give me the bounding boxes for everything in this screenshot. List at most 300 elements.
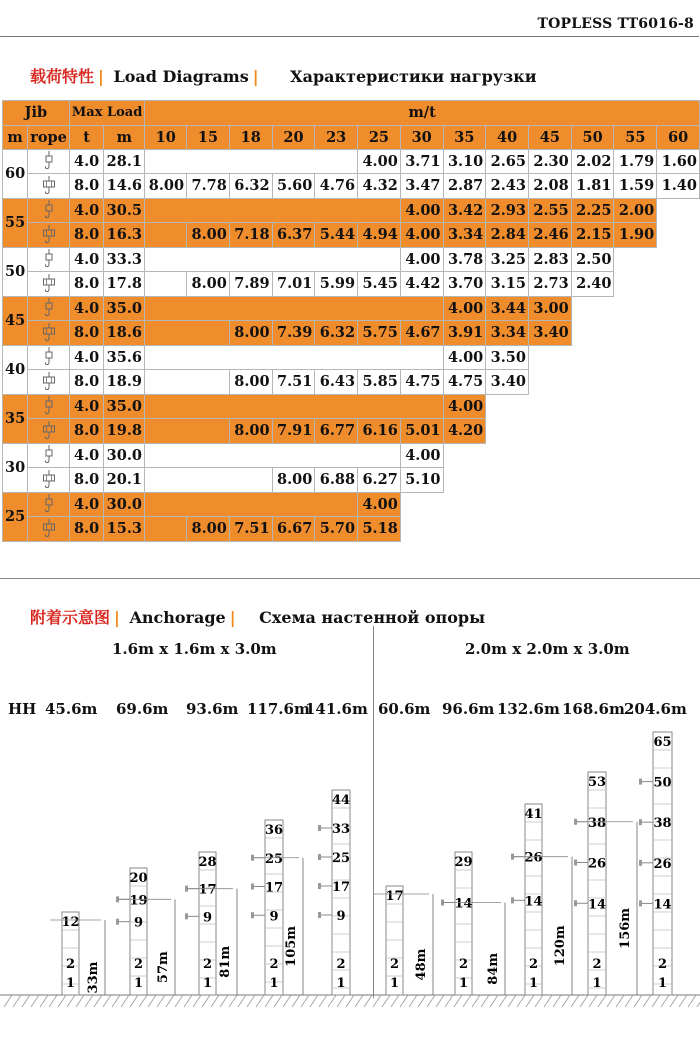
section-number: 14 xyxy=(587,897,607,913)
ground-hatch xyxy=(292,995,300,1007)
blank-cell xyxy=(657,223,700,248)
ground-hatch xyxy=(58,995,66,1007)
jib-length: 40 xyxy=(3,345,28,394)
ground-hatch xyxy=(211,995,219,1007)
table-row xyxy=(3,492,700,517)
ground-hatch xyxy=(319,995,327,1007)
empty-cell xyxy=(145,492,358,517)
double-hook-icon xyxy=(42,519,56,539)
max-load-m: 28.1 xyxy=(104,149,145,174)
hook-height-label: 132.6m xyxy=(497,700,560,718)
load-value: 4.00 xyxy=(400,198,443,223)
section-number: 1 xyxy=(202,976,213,991)
load-value: 1.59 xyxy=(614,174,657,199)
section-number: 19 xyxy=(129,893,148,909)
hook-height-label: 45.6m xyxy=(45,700,98,718)
single-hook-icon xyxy=(42,396,56,416)
load-value: 6.27 xyxy=(358,468,401,493)
section-number: 14 xyxy=(653,897,672,913)
ground-hatch xyxy=(445,995,453,1007)
ground-hatch xyxy=(472,995,480,1007)
load-value: 3.10 xyxy=(443,149,486,174)
jib-length: 55 xyxy=(3,198,28,247)
single-hook-icon xyxy=(42,298,56,318)
blank-cell xyxy=(400,517,699,542)
rope-cell xyxy=(28,468,70,493)
empty-cell xyxy=(145,296,443,321)
load-value: 2.30 xyxy=(529,149,572,174)
ground-hatch xyxy=(283,995,291,1007)
load-value: 8.00 xyxy=(187,517,230,542)
load-value: 5.18 xyxy=(358,517,401,542)
load-value: 7.51 xyxy=(229,517,272,542)
single-hook-icon xyxy=(42,151,56,171)
blank-cell xyxy=(486,394,700,419)
anchorage-title: 附着示意图 | Anchorage | Схема настенной опоры xyxy=(30,608,486,627)
load-value: 1.60 xyxy=(657,149,700,174)
hook-height-label: 117.6m xyxy=(247,700,310,718)
load-value: 2.46 xyxy=(529,223,572,248)
empty-cell xyxy=(145,223,187,248)
load-value: 8.00 xyxy=(187,272,230,297)
empty-cell xyxy=(145,272,187,297)
ground-hatch xyxy=(67,995,75,1007)
radius-header: 25 xyxy=(358,125,401,149)
ground-hatch xyxy=(670,995,678,1007)
anchor-plate xyxy=(318,883,321,889)
section-number: 26 xyxy=(524,850,543,866)
section-number: 9 xyxy=(269,909,279,925)
anchor-height-label: 105m xyxy=(284,925,299,967)
load-value: 8.00 xyxy=(229,370,272,395)
max-load-m: 20.1 xyxy=(104,468,145,493)
ground-hatch xyxy=(94,995,102,1007)
section-number: 17 xyxy=(385,889,404,904)
section-number: 20 xyxy=(129,871,148,886)
ground-hatch xyxy=(535,995,543,1007)
max-load-t: 4.0 xyxy=(69,149,104,174)
load-value: 7.91 xyxy=(272,419,315,444)
load-value: 4.00 xyxy=(400,223,443,248)
anchor-height-label: 33m xyxy=(86,961,101,994)
radius-header: 15 xyxy=(187,125,230,149)
max-load-t: 4.0 xyxy=(69,296,104,321)
section-number: 2 xyxy=(592,957,602,972)
section-number: 17 xyxy=(198,882,217,898)
load-value: 2.00 xyxy=(614,198,657,223)
load-value: 8.00 xyxy=(145,174,187,199)
load-value: 4.00 xyxy=(443,345,486,370)
rope-cell xyxy=(28,394,70,419)
ground-hatch xyxy=(49,995,57,1007)
ground-hatch xyxy=(454,995,462,1007)
load-value: 4.00 xyxy=(443,296,486,321)
blank-cell xyxy=(443,468,699,493)
anchor-plate xyxy=(318,825,321,831)
header-jib: Jib xyxy=(3,101,70,126)
load-value: 2.40 xyxy=(571,272,614,297)
radius-header: 23 xyxy=(315,125,358,149)
load-value: 7.01 xyxy=(272,272,315,297)
load-value: 4.00 xyxy=(400,247,443,272)
load-value: 5.70 xyxy=(315,517,358,542)
radius-header: 35 xyxy=(443,125,486,149)
hook-height-label: 69.6m xyxy=(116,700,169,718)
rope-cell xyxy=(28,247,70,272)
header-rope: rope xyxy=(28,125,70,149)
section-number: 2 xyxy=(65,957,76,972)
radius-header: 45 xyxy=(529,125,572,149)
ground-hatch xyxy=(571,995,579,1007)
ground-hatch xyxy=(409,995,417,1007)
hook-height-label: 168.6m xyxy=(562,700,625,718)
empty-cell xyxy=(145,468,272,493)
load-value: 4.75 xyxy=(400,370,443,395)
single-hook-icon xyxy=(42,249,56,269)
ground-hatch xyxy=(22,995,30,1007)
section-divider xyxy=(0,578,700,579)
load-value: 1.40 xyxy=(657,174,700,199)
rope-cell xyxy=(28,149,70,174)
ground-hatch xyxy=(238,995,246,1007)
anchor-height-label: 81m xyxy=(218,945,233,978)
table-row xyxy=(3,321,700,346)
load-value: 7.89 xyxy=(229,272,272,297)
ground-hatch xyxy=(76,995,84,1007)
load-value: 8.00 xyxy=(272,468,315,493)
max-load-m: 30.5 xyxy=(104,198,145,223)
section-number: 1 xyxy=(657,976,668,991)
blank-cell xyxy=(400,492,699,517)
section-number: 2 xyxy=(528,957,539,972)
ground-hatch xyxy=(247,995,255,1007)
table-row xyxy=(3,296,700,321)
rope-cell xyxy=(28,272,70,297)
ground-hatch xyxy=(346,995,354,1007)
hook-height-label: 96.6m xyxy=(442,700,495,718)
load-value: 4.00 xyxy=(400,443,443,468)
ground-hatch xyxy=(418,995,426,1007)
section-number: 2 xyxy=(202,957,213,972)
double-hook-icon xyxy=(42,421,56,441)
anchor-plate xyxy=(116,919,119,925)
empty-cell xyxy=(145,394,443,419)
empty-cell xyxy=(145,198,401,223)
section-number: 28 xyxy=(198,855,217,870)
load-value: 4.76 xyxy=(315,174,358,199)
section-number: 2 xyxy=(657,957,668,972)
load-value: 2.83 xyxy=(529,247,572,272)
load-value: 7.18 xyxy=(229,223,272,248)
blank-cell xyxy=(529,370,700,395)
load-value: 5.45 xyxy=(358,272,401,297)
ground-hatch xyxy=(661,995,669,1007)
table-row xyxy=(3,149,700,174)
empty-cell xyxy=(145,321,230,346)
anchor-height-label: 120m xyxy=(553,925,568,967)
rope-cell xyxy=(28,198,70,223)
section-number: 25 xyxy=(331,851,351,866)
load-value: 1.81 xyxy=(571,174,614,199)
max-load-m: 18.6 xyxy=(104,321,145,346)
section-number: 38 xyxy=(653,816,672,832)
ground-hatch xyxy=(193,995,201,1007)
ground-hatch xyxy=(355,995,363,1007)
anchor-plate xyxy=(639,779,642,785)
load-value: 7.39 xyxy=(272,321,315,346)
ground-hatch xyxy=(598,995,606,1007)
section-number: 38 xyxy=(587,815,607,831)
spec-left: 1.6m x 1.6m x 3.0m xyxy=(112,640,277,658)
rope-cell xyxy=(28,345,70,370)
blank-cell xyxy=(529,345,700,370)
empty-cell xyxy=(145,517,187,542)
ground-hatch xyxy=(643,995,651,1007)
max-load-t: 8.0 xyxy=(69,419,104,444)
double-hook-icon xyxy=(42,176,56,196)
ground-hatch xyxy=(166,995,174,1007)
ground-hatch xyxy=(688,995,696,1007)
anchorage-title-en: Anchorage xyxy=(129,608,226,627)
max-load-t: 8.0 xyxy=(69,174,104,199)
anchor-plate xyxy=(251,912,254,918)
anchor-plate xyxy=(639,819,642,825)
section-number: 26 xyxy=(653,856,672,872)
ground-hatch xyxy=(580,995,588,1007)
double-hook-icon xyxy=(42,470,56,490)
section-number: 1 xyxy=(528,976,539,991)
anchorage-title-cn: 附着示意图 xyxy=(30,608,111,627)
ground-hatch xyxy=(31,995,39,1007)
anchor-plate xyxy=(639,900,642,906)
load-value: 4.75 xyxy=(443,370,486,395)
ground-hatch xyxy=(40,995,48,1007)
table-row xyxy=(3,394,700,419)
blank-cell xyxy=(486,419,700,444)
anchor-plate xyxy=(574,860,577,866)
load-value: 2.43 xyxy=(486,174,529,199)
ground-hatch xyxy=(544,995,552,1007)
ground-hatch xyxy=(391,995,399,1007)
empty-cell xyxy=(145,443,401,468)
section-number: 1 xyxy=(65,976,76,991)
table-row xyxy=(3,443,700,468)
load-value: 3.15 xyxy=(486,272,529,297)
ground-hatch xyxy=(382,995,390,1007)
anchor-plate xyxy=(574,900,577,906)
load-value: 6.43 xyxy=(315,370,358,395)
load-value: 5.01 xyxy=(400,419,443,444)
ground-hatch xyxy=(256,995,264,1007)
section-number: 1 xyxy=(458,976,469,991)
hh-label: HH xyxy=(8,700,37,718)
header-max-load: Max Load xyxy=(69,101,144,126)
load-value: 6.88 xyxy=(315,468,358,493)
load-value: 3.71 xyxy=(400,149,443,174)
section-number: 50 xyxy=(653,775,672,791)
load-value: 2.25 xyxy=(571,198,614,223)
section-number: 2 xyxy=(133,957,144,972)
load-title-ru: Характеристики нагрузки xyxy=(290,67,537,86)
header-jib-m: m xyxy=(3,125,28,149)
section-number: 17 xyxy=(264,880,284,896)
ground-hatch xyxy=(427,995,435,1007)
ground-hatch xyxy=(679,995,687,1007)
load-value: 3.50 xyxy=(486,345,529,370)
jib-length: 50 xyxy=(3,247,28,296)
ground-hatch xyxy=(463,995,471,1007)
section-number: 9 xyxy=(336,909,346,924)
ground-hatch xyxy=(481,995,489,1007)
ground-hatch xyxy=(202,995,210,1007)
load-value: 3.34 xyxy=(486,321,529,346)
max-load-t: 8.0 xyxy=(69,321,104,346)
ground-hatch xyxy=(508,995,516,1007)
load-value: 6.67 xyxy=(272,517,315,542)
load-value: 3.47 xyxy=(400,174,443,199)
tower-mast xyxy=(455,852,472,995)
table-row xyxy=(3,517,700,542)
jib-length: 45 xyxy=(3,296,28,345)
page-frame xyxy=(0,36,699,37)
blank-cell xyxy=(443,443,699,468)
jib-length: 25 xyxy=(3,492,28,541)
load-value: 6.37 xyxy=(272,223,315,248)
load-value: 5.44 xyxy=(315,223,358,248)
empty-cell xyxy=(145,345,443,370)
ground-hatch xyxy=(499,995,507,1007)
load-value: 6.77 xyxy=(315,419,358,444)
max-load-m: 19.8 xyxy=(104,419,145,444)
max-load-t: 4.0 xyxy=(69,443,104,468)
table-row xyxy=(3,247,700,272)
max-load-t: 8.0 xyxy=(69,370,104,395)
max-load-m: 17.8 xyxy=(104,272,145,297)
load-value: 4.00 xyxy=(358,492,401,517)
load-value: 4.00 xyxy=(358,149,401,174)
single-hook-icon xyxy=(42,200,56,220)
table-row xyxy=(3,174,700,199)
ground-hatch xyxy=(400,995,408,1007)
load-value: 3.91 xyxy=(443,321,486,346)
section-number: 9 xyxy=(202,910,213,926)
table-row xyxy=(3,272,700,297)
max-load-m: 14.6 xyxy=(104,174,145,199)
ground-hatch xyxy=(157,995,165,1007)
section-number: 1 xyxy=(389,976,400,991)
ground-hatch xyxy=(634,995,642,1007)
double-hook-icon xyxy=(42,274,56,294)
anchorage-title-ru: Схема настенной опоры xyxy=(259,608,486,627)
hook-height-label: 204.6m xyxy=(624,700,687,718)
section-number: 1 xyxy=(592,976,602,991)
ground-hatch xyxy=(148,995,156,1007)
ground-hatch xyxy=(625,995,633,1007)
ground-hatch xyxy=(112,995,120,1007)
table-row xyxy=(3,223,700,248)
single-hook-icon xyxy=(42,347,56,367)
ground-hatch xyxy=(373,995,381,1007)
load-value: 3.25 xyxy=(486,247,529,272)
load-value: 5.60 xyxy=(272,174,315,199)
load-value: 5.75 xyxy=(358,321,401,346)
section-number: 2 xyxy=(458,957,469,972)
max-load-t: 4.0 xyxy=(69,492,104,517)
section-number: 1 xyxy=(336,976,346,991)
section-number: 65 xyxy=(653,735,672,750)
ground-hatch xyxy=(616,995,624,1007)
max-load-t: 4.0 xyxy=(69,198,104,223)
section-number: 12 xyxy=(61,915,80,930)
max-load-t: 8.0 xyxy=(69,272,104,297)
rope-cell xyxy=(28,517,70,542)
load-value: 4.32 xyxy=(358,174,401,199)
max-load-m: 35.0 xyxy=(104,394,145,419)
load-value: 2.84 xyxy=(486,223,529,248)
section-number: 2 xyxy=(389,957,400,972)
double-hook-icon xyxy=(42,225,56,245)
ground-hatch xyxy=(274,995,282,1007)
load-value: 2.73 xyxy=(529,272,572,297)
load-table xyxy=(2,100,700,542)
ground-hatch xyxy=(301,995,309,1007)
anchor-plate xyxy=(318,854,321,860)
section-number: 14 xyxy=(454,896,473,912)
rope-cell xyxy=(28,223,70,248)
radius-header: 18 xyxy=(229,125,272,149)
max-load-m: 35.0 xyxy=(104,296,145,321)
radius-header: 30 xyxy=(400,125,443,149)
double-hook-icon xyxy=(42,323,56,343)
load-value: 8.00 xyxy=(229,321,272,346)
anchor-plate xyxy=(318,912,321,918)
empty-cell xyxy=(145,149,358,174)
load-value: 2.87 xyxy=(443,174,486,199)
load-value: 7.78 xyxy=(187,174,230,199)
load-value: 3.44 xyxy=(486,296,529,321)
max-load-m: 30.0 xyxy=(104,492,145,517)
load-value: 2.65 xyxy=(486,149,529,174)
load-value: 5.85 xyxy=(358,370,401,395)
max-load-m: 15.3 xyxy=(104,517,145,542)
rope-cell xyxy=(28,174,70,199)
load-value: 2.15 xyxy=(571,223,614,248)
load-value: 6.32 xyxy=(229,174,272,199)
max-load-t: 8.0 xyxy=(69,517,104,542)
load-value: 3.70 xyxy=(443,272,486,297)
anchor-height-label: 48m xyxy=(414,948,429,981)
hook-height-label: 141.6m xyxy=(305,700,368,718)
blank-cell xyxy=(657,198,700,223)
table-row xyxy=(3,370,700,395)
load-value: 2.55 xyxy=(529,198,572,223)
radius-header: 20 xyxy=(272,125,315,149)
jib-length: 60 xyxy=(3,149,28,198)
rope-cell xyxy=(28,492,70,517)
section-number: 2 xyxy=(269,957,279,972)
load-value: 3.34 xyxy=(443,223,486,248)
ground-hatch xyxy=(103,995,111,1007)
ground-hatch xyxy=(121,995,129,1007)
radius-header: 60 xyxy=(657,125,700,149)
max-load-m: 16.3 xyxy=(104,223,145,248)
load-value: 7.51 xyxy=(272,370,315,395)
load-value: 4.42 xyxy=(400,272,443,297)
section-number: 44 xyxy=(331,793,351,808)
load-value: 3.40 xyxy=(486,370,529,395)
load-value: 3.42 xyxy=(443,198,486,223)
rope-cell xyxy=(28,321,70,346)
